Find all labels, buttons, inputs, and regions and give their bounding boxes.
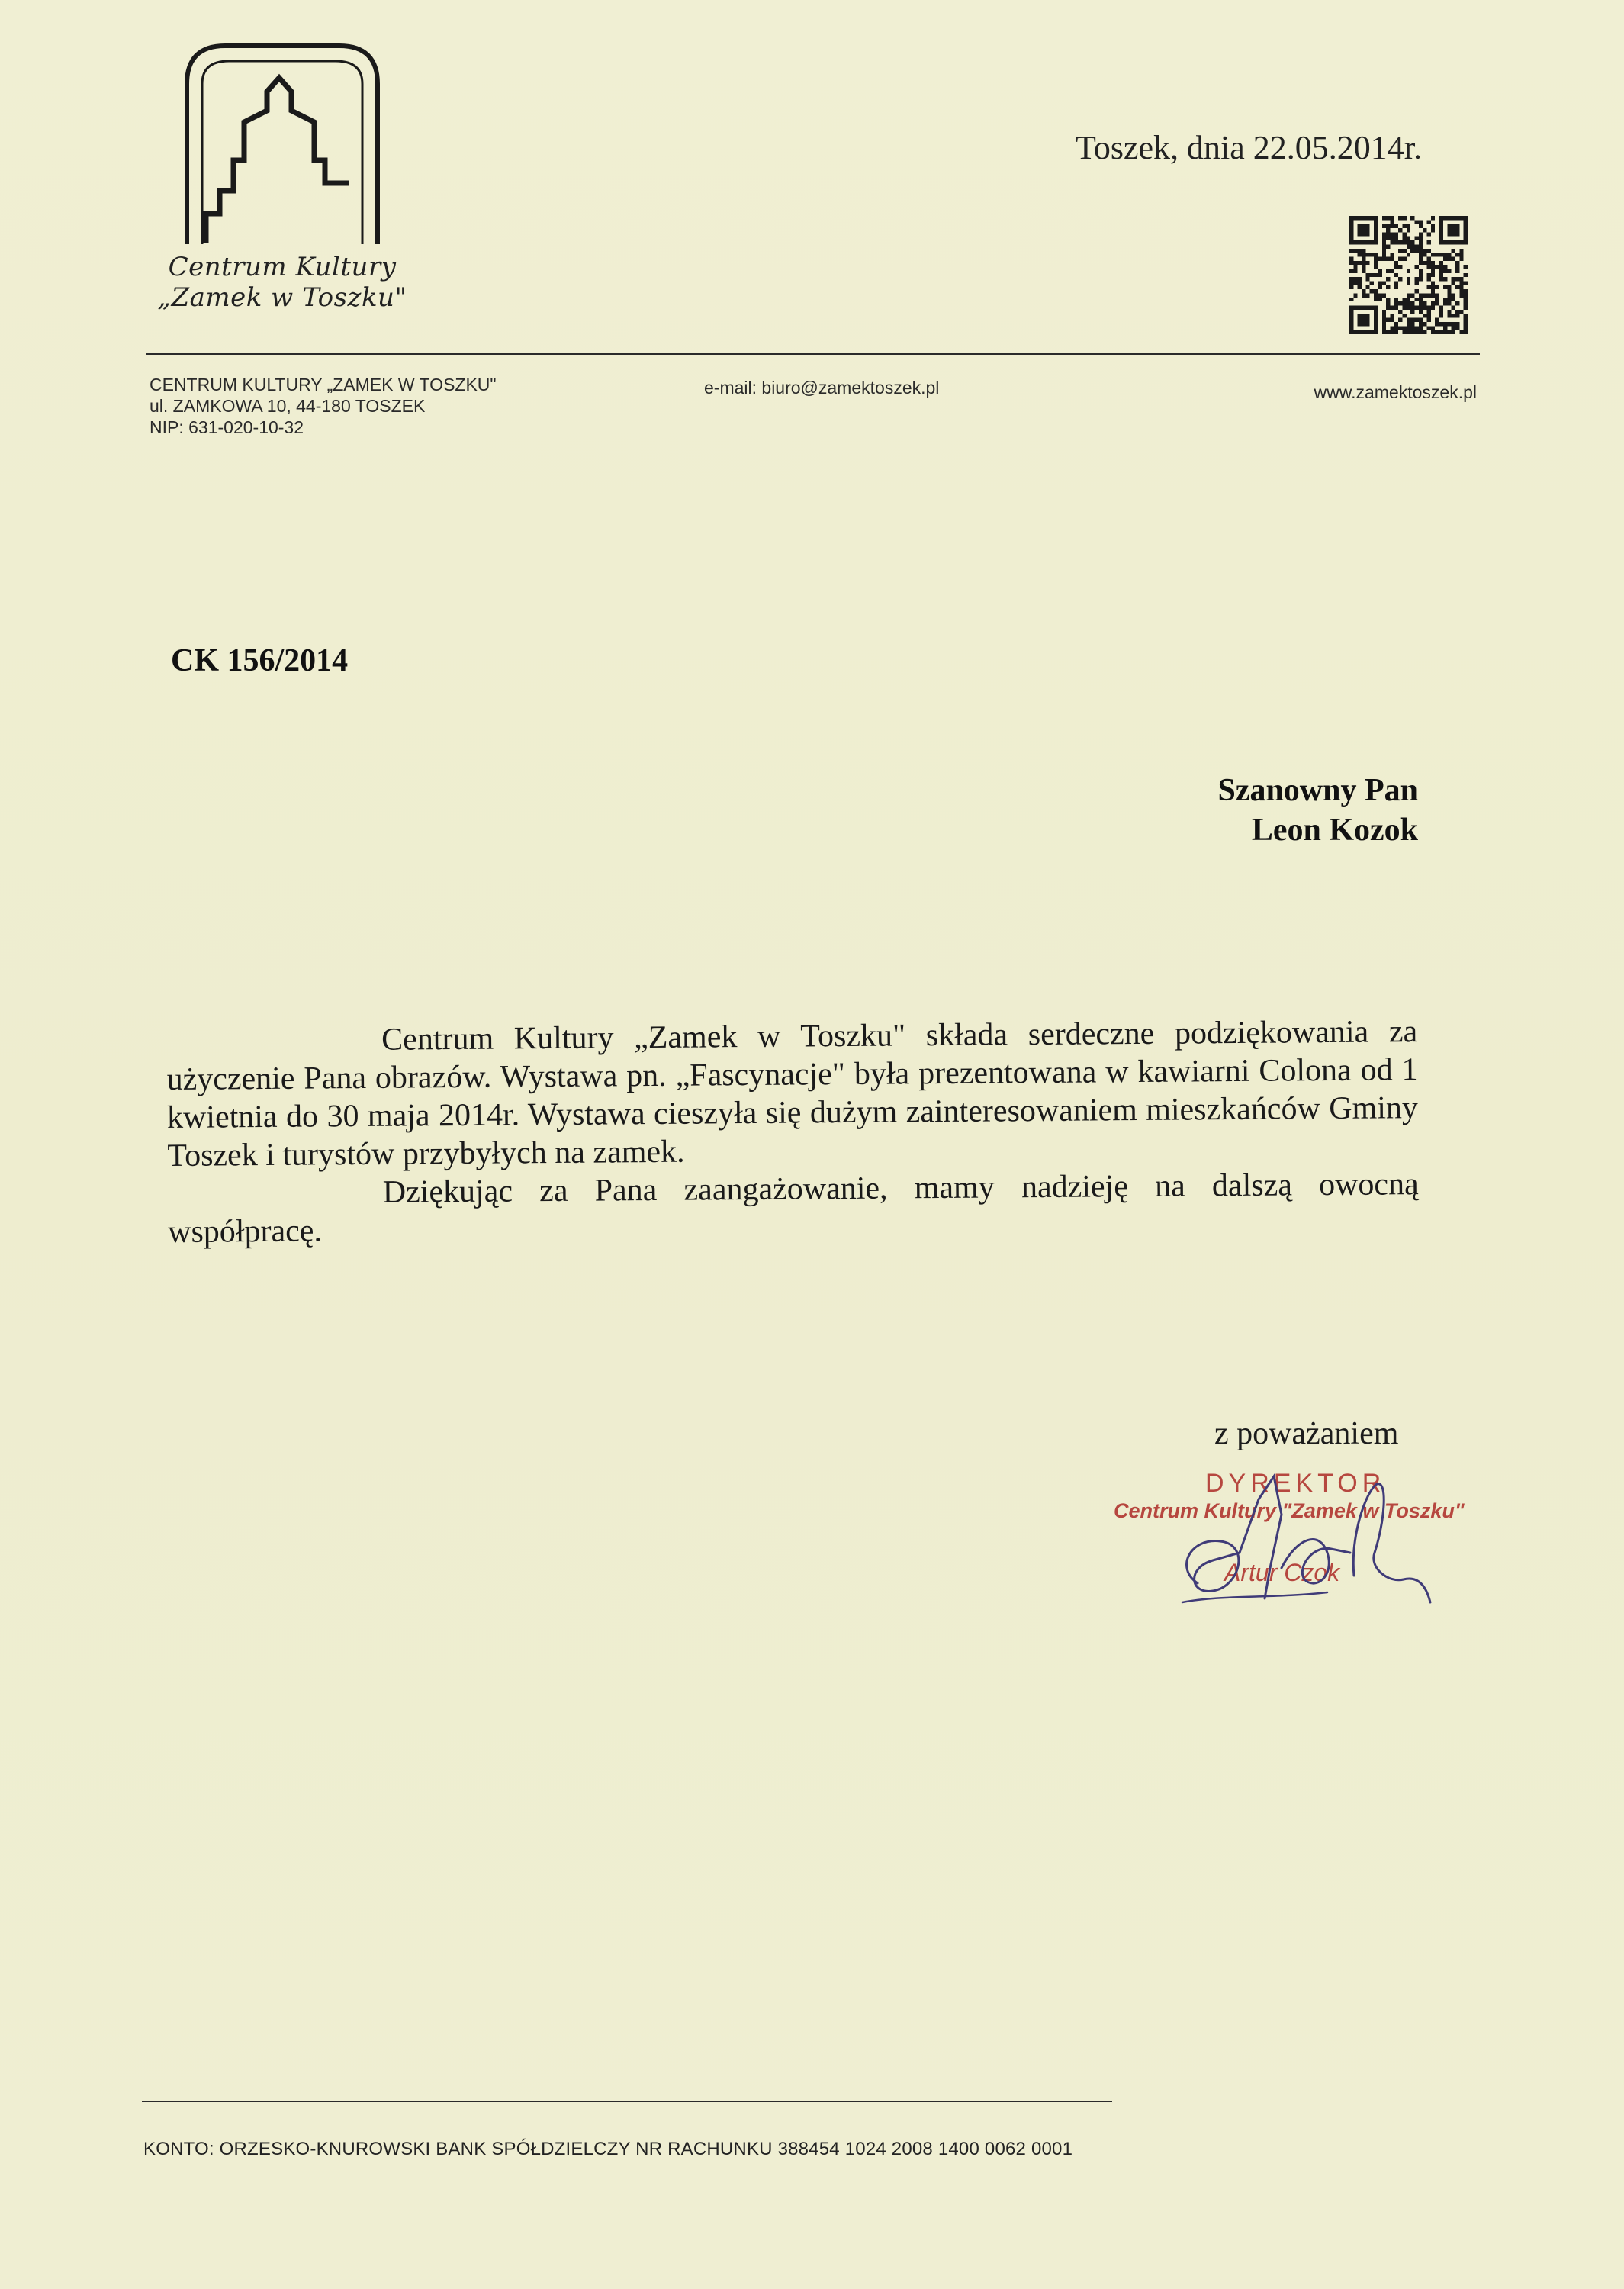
qr-code [1349, 216, 1468, 334]
letter-date: Toszek, dnia 22.05.2014r. [1076, 129, 1422, 166]
header-nip: NIP: 631-020-10-32 [150, 417, 304, 437]
header-street: ul. ZAMKOWA 10, 44-180 TOSZEK [150, 396, 426, 416]
header-address-block [150, 374, 497, 438]
logo-line-2: „Zamek w Toszku" [157, 282, 407, 313]
body-paragraph-2: Dziękując za Pana zaangażowanie, mamy nadzieję na dalszą owocną współpracę. [167, 1167, 1419, 1250]
body-paragraph-1: Centrum Kultury „Zamek w Toszku" składa serdeczne podziękowania za użyczenie Pana obrazów. Wystawa pn. „Fascynacje" była prezentowana w kawiarni Colona od 1 kwietnia do 30 maja 2014r. Wystawa cieszyła się dużym zainteresowaniem mieszkańców Gminy Toszek i turystów przybyłych na zamek. [166, 1014, 1419, 1173]
header-email[interactable]: e-mail: biuro@zamektoszek.pl [704, 378, 940, 398]
footer-divider [142, 2101, 1112, 2102]
stamp-title: DYREKTOR [1205, 1469, 1386, 1498]
header-divider [146, 353, 1480, 355]
logo-wordmark [153, 252, 412, 313]
letter-body [166, 1013, 1419, 1251]
closing-phrase: z poważaniem [1214, 1416, 1399, 1451]
logo-line-1: Centrum Kultury [168, 252, 397, 282]
addressee-name: Leon Kozok [1251, 813, 1418, 848]
stamp-name: Artur Czok [1224, 1559, 1340, 1586]
bank-account-info: KONTO: ORZESKO-KNUROWSKI BANK SPÓŁDZIELCZY NR RACHUNKU 388454 1024 2008 1400 0062 0001 [143, 2139, 1073, 2159]
header-website[interactable]: www.zamektoszek.pl [1314, 382, 1477, 402]
handwritten-signature [1167, 1454, 1442, 1621]
header-org-name: CENTRUM KULTURY „ZAMEK W TOSZKU" [150, 375, 497, 394]
stamp-organization: Centrum Kultury "Zamek w Toszku" [1114, 1499, 1465, 1522]
reference-number: CK 156/2014 [171, 643, 349, 678]
addressee-salutation: Szanowny Pan [1217, 773, 1418, 808]
addressee-block [1217, 771, 1418, 850]
